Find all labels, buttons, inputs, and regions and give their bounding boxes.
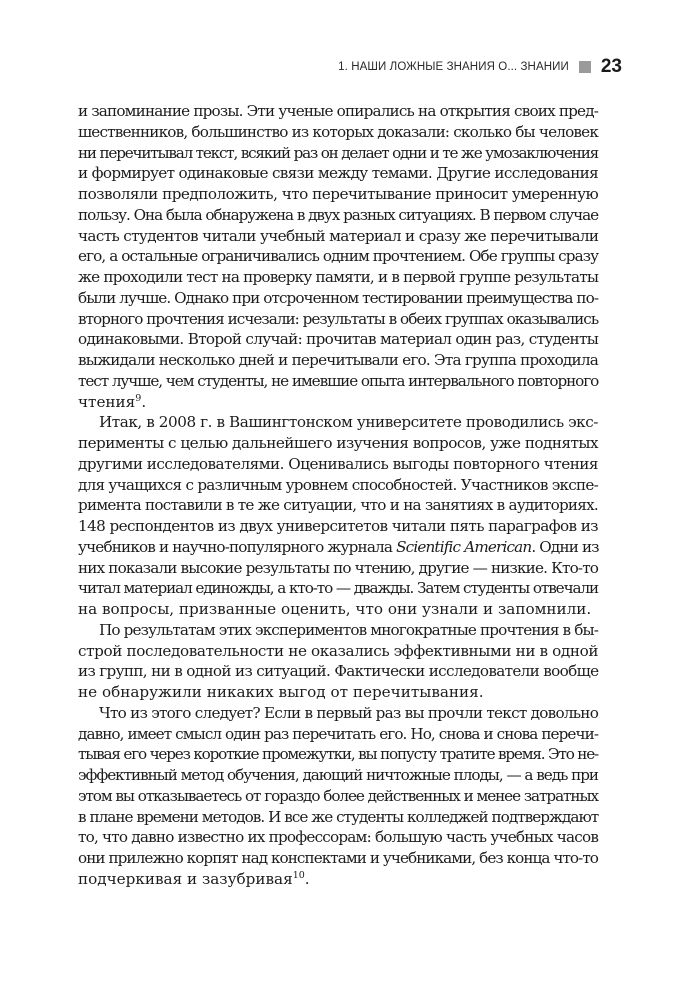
text-line: читал материал единожды, а кто-то — дважды. Затем студенты отвечали	[78, 579, 599, 598]
paragraph-1	[78, 101, 598, 412]
text-line: то, что давно известно их профессорам: большую часть учебных часов	[78, 828, 599, 847]
text-line: этом вы отказываетесь от гораздо более действенных и менее затратных	[78, 786, 598, 805]
body-text	[78, 101, 598, 890]
journal-title: Scientific American	[396, 537, 532, 556]
footnote-marker: 9	[135, 392, 142, 404]
text-fragment: .	[304, 869, 310, 888]
text-fragment: подчеркивая и зазубривая	[78, 869, 293, 888]
text-line: перименты с целью дальнейшего изучения вопросов, уже поднятых	[78, 434, 598, 452]
text-fragment: .	[141, 392, 147, 411]
text-line-last: не обнаружили никаких выгод от перечитывания.	[78, 683, 484, 701]
text-line: в плане времени методов. И все же студенты колледжей подтверждают	[78, 807, 599, 826]
footnote-marker: 10	[292, 869, 305, 881]
text-line: часть студентов читали учебный материал и сразу же перечитывали	[78, 226, 599, 245]
text-line: Что из этого следует? Если в первый раз вы прочли текст довольно	[99, 703, 599, 722]
text-line: них показали высокие результаты по чтению, другие — низкие. Кто-то	[78, 558, 599, 577]
text-line: 148 респондентов из двух университетов читали пять параграфов из	[78, 517, 598, 535]
text-line: позволяли предположить, что перечитывание приносит умеренную	[78, 185, 599, 203]
text-line: пользу. Она была обнаружена в двух разных ситуациях. В первом случае	[78, 205, 598, 224]
header-square-icon	[579, 61, 591, 73]
page-number: 23	[600, 56, 622, 77]
text-line-last	[78, 869, 598, 890]
text-line: его, а остальные ограничивались одним прочтением. Обе группы сразу	[78, 247, 599, 266]
text-line: были лучше. Однако при отсроченном тестировании преимущества по-	[78, 288, 599, 307]
text-line: ни перечитывал текст, всякий раз он делает одни и те же умозаключения	[78, 143, 598, 162]
text-line: и формирует одинаковые связи между темами. Другие исследования	[78, 164, 598, 183]
text-line-last: на вопросы, призванные оценить, что они узнали и запомнили.	[78, 600, 592, 618]
page-header	[338, 57, 622, 77]
text-line: строй последовательности не оказались эффективными ни в одной	[78, 641, 599, 660]
text-fragment: . Одни из	[531, 537, 599, 556]
text-fragment: чтения	[78, 392, 136, 411]
paragraph-3	[78, 620, 598, 703]
text-line: другими исследователями. Оценивались выгоды повторного чтения	[78, 454, 598, 473]
text-line: для учащихся с различным уровнем способностей. Участников экспе-	[78, 475, 598, 494]
text-line: тест лучше, чем студенты, не имевшие опыта интервального повторного	[78, 371, 599, 390]
text-line: и запоминание прозы. Эти ученые опирались на открытия своих пред-	[78, 102, 599, 120]
text-line: они прилежно корпят над конспектами и учебниками, без конца что-то	[78, 849, 599, 867]
text-line: из групп, ни в одной из ситуаций. Фактически исследователи вообще	[78, 662, 599, 681]
text-line: эффективный метод обучения, дающий ничтожные плоды, — а ведь при	[78, 766, 598, 784]
paragraph-4	[78, 703, 598, 890]
text-line: шественников, большинство из которых доказали: сколько бы человек	[78, 122, 598, 141]
text-line: выжидали несколько дней и перечитывали его. Эта группа проходила	[78, 351, 598, 369]
text-line: давно, имеет смысл один раз перечитать его. Но, снова и снова перечи-	[78, 724, 599, 743]
text-line: одинаковыми. Второй случай: прочитав материал один раз, студенты	[78, 330, 599, 349]
text-line: вторного прочтения исчезали: результаты в обеих группах оказывались	[78, 309, 599, 328]
text-line-last	[78, 392, 598, 413]
text-fragment: учебников и научно-популярного журнала	[78, 537, 397, 556]
text-line: же проходили тест на проверку памяти, и в первой группе результаты	[78, 268, 599, 286]
paragraph-2	[78, 412, 598, 620]
text-line: По результатам этих экспериментов многократные прочтения в бы-	[99, 620, 599, 639]
text-line: римента поставили в те же ситуации, что и на занятиях в аудиториях.	[78, 496, 598, 515]
text-line: тывая его через короткие промежутки, вы попусту тратите время. Это не-	[78, 745, 598, 764]
text-line: Итак, в 2008 г. в Вашингтонском университете проводились экс-	[99, 413, 598, 432]
running-title: 1. НАШИ ЛОЖНЫЕ ЗНАНИЯ О... ЗНАНИИ	[338, 61, 569, 73]
text-line-with-italic	[78, 537, 598, 558]
